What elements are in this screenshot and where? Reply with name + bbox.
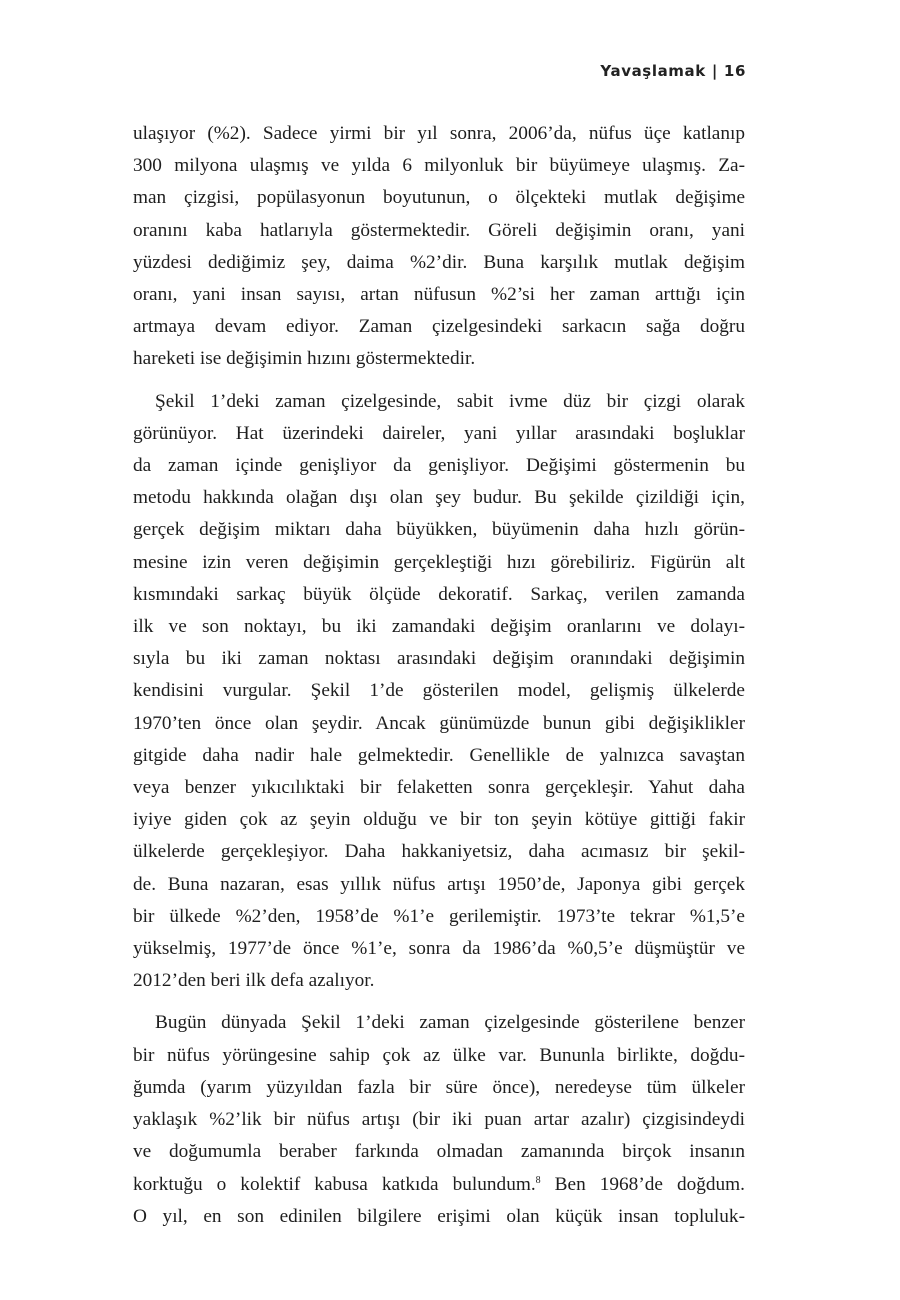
text-line: hareketi ise değişimin hızını göstermektedir. bbox=[133, 348, 476, 370]
paragraph-1 bbox=[133, 118, 745, 376]
text-segment: Ben 1968’de doğdum. bbox=[540, 1173, 745, 1195]
section-title: Yavaşlamak bbox=[600, 62, 706, 80]
header-separator: | bbox=[711, 62, 718, 80]
text-line: Bugün dünyada Şekil 1’deki zaman çizelgesinde gösterilene benzer bbox=[155, 1012, 745, 1034]
text-segment: korktuğu o kolektif kabusa katkıda bulundum. bbox=[133, 1173, 536, 1195]
text-line: bir ülkede %2’den, 1958’de %1’e gerilemiştir. 1973’te tekrar %1,5’e bbox=[133, 905, 745, 927]
text-line: O yıl, en son edinilen bilgilere erişimi olan küçük insan topluluk- bbox=[133, 1205, 745, 1227]
text-line: bir nüfus yörüngesine sahip çok az ülke var. Bununla birlikte, doğdu- bbox=[133, 1044, 745, 1066]
text-line: ğumda (yarım yüzyıldan fazla bir süre önce), neredeyse tüm ülkeler bbox=[133, 1076, 745, 1098]
text-line: 1970’ten önce olan şeydir. Ancak günümüzde bunun gibi değişiklikler bbox=[133, 712, 745, 734]
text-line: yaklaşık %2’lik bir nüfus artışı (bir iki puan artar azalır) çizgisindeydi bbox=[133, 1109, 745, 1131]
paragraph-2 bbox=[133, 386, 745, 998]
text-line: artmaya devam ediyor. Zaman çizelgesindeki sarkacın sağa doğru bbox=[133, 316, 745, 338]
paragraph-3 bbox=[133, 1007, 745, 1232]
text-line-with-footnote bbox=[133, 1169, 745, 1201]
text-line: ve doğumumla beraber farkında olmadan zamanında birçok insanın bbox=[133, 1141, 745, 1163]
text-line: yükselmiş, 1977’de önce %1’e, sonra da 1986’da %0,5’e düşmüştür ve bbox=[133, 938, 745, 960]
text-line: metodu hakkında olağan dışı olan şey budur. Bu şekilde çizildiği için, bbox=[133, 487, 745, 509]
text-line: görünüyor. Hat üzerindeki daireler, yani yıllar arasındaki boşluklar bbox=[133, 422, 745, 444]
body-text bbox=[133, 118, 745, 1243]
text-line: kendisini vurgular. Şekil 1’de gösterilen model, gelişmiş ülkelerde bbox=[133, 680, 745, 702]
text-line: de. Buna nazaran, esas yıllık nüfus artışı 1950’de, Japonya gibi gerçek bbox=[133, 873, 745, 895]
text-line: iyiye giden çok az şeyin olduğu ve bir ton şeyin kötüye gittiği fakir bbox=[133, 809, 745, 831]
text-line: sıyla bu iki zaman noktası arasındaki değişim oranındaki değişimin bbox=[133, 648, 745, 670]
text-line: gitgide daha nadir hale gelmektedir. Genellikle de yalnızca savaştan bbox=[133, 744, 745, 766]
text-line: Şekil 1’deki zaman çizelgesinde, sabit ivme düz bir çizgi olarak bbox=[155, 390, 745, 412]
text-line: mesine izin veren değişimin gerçekleştiği hızı görebiliriz. Figürün alt bbox=[133, 551, 745, 573]
running-header bbox=[600, 62, 746, 80]
text-line: man çizgisi, popülasyonun boyutunun, o ölçekteki mutlak değişime bbox=[133, 187, 745, 209]
text-line: ulaşıyor (%2). Sadece yirmi bir yıl sonra, 2006’da, nüfus üçe katlanıp bbox=[133, 123, 745, 144]
text-line: kısmındaki sarkaç büyük ölçüde dekoratif. Sarkaç, verilen zamanda bbox=[133, 583, 745, 605]
footnote-marker: 8 bbox=[535, 1174, 541, 1186]
text-line: da zaman içinde genişliyor da genişliyor. Değişimi göstermenin bu bbox=[133, 455, 745, 477]
text-line: 2012’den beri ilk defa azalıyor. bbox=[133, 970, 375, 992]
text-line: veya benzer yıkıcılıktaki bir felaketten sonra gerçekleşir. Yahut daha bbox=[133, 777, 745, 799]
text-line: yüzdesi dediğimiz şey, daima %2’dir. Buna karşılık mutlak değişim bbox=[133, 251, 745, 273]
text-line: ilk ve son noktayı, bu iki zamandaki değişim oranlarını ve dolayı- bbox=[133, 616, 745, 638]
text-line: ülkelerde gerçekleşiyor. Daha hakkaniyetsiz, daha acımasız bir şekil- bbox=[133, 841, 745, 863]
text-line: gerçek değişim miktarı daha büyükken, büyümenin daha hızlı görün- bbox=[133, 519, 745, 541]
text-line: oranını kaba hatlarıyla göstermektedir. Göreli değişimin oranı, yani bbox=[133, 219, 745, 241]
text-line: 300 milyona ulaşmış ve yılda 6 milyonluk bir büyümeye ulaşmış. Za- bbox=[133, 155, 745, 177]
text-line: oranı, yani insan sayısı, artan nüfusun %2’si her zaman arttığı için bbox=[133, 284, 745, 306]
page-number: 16 bbox=[723, 62, 746, 80]
